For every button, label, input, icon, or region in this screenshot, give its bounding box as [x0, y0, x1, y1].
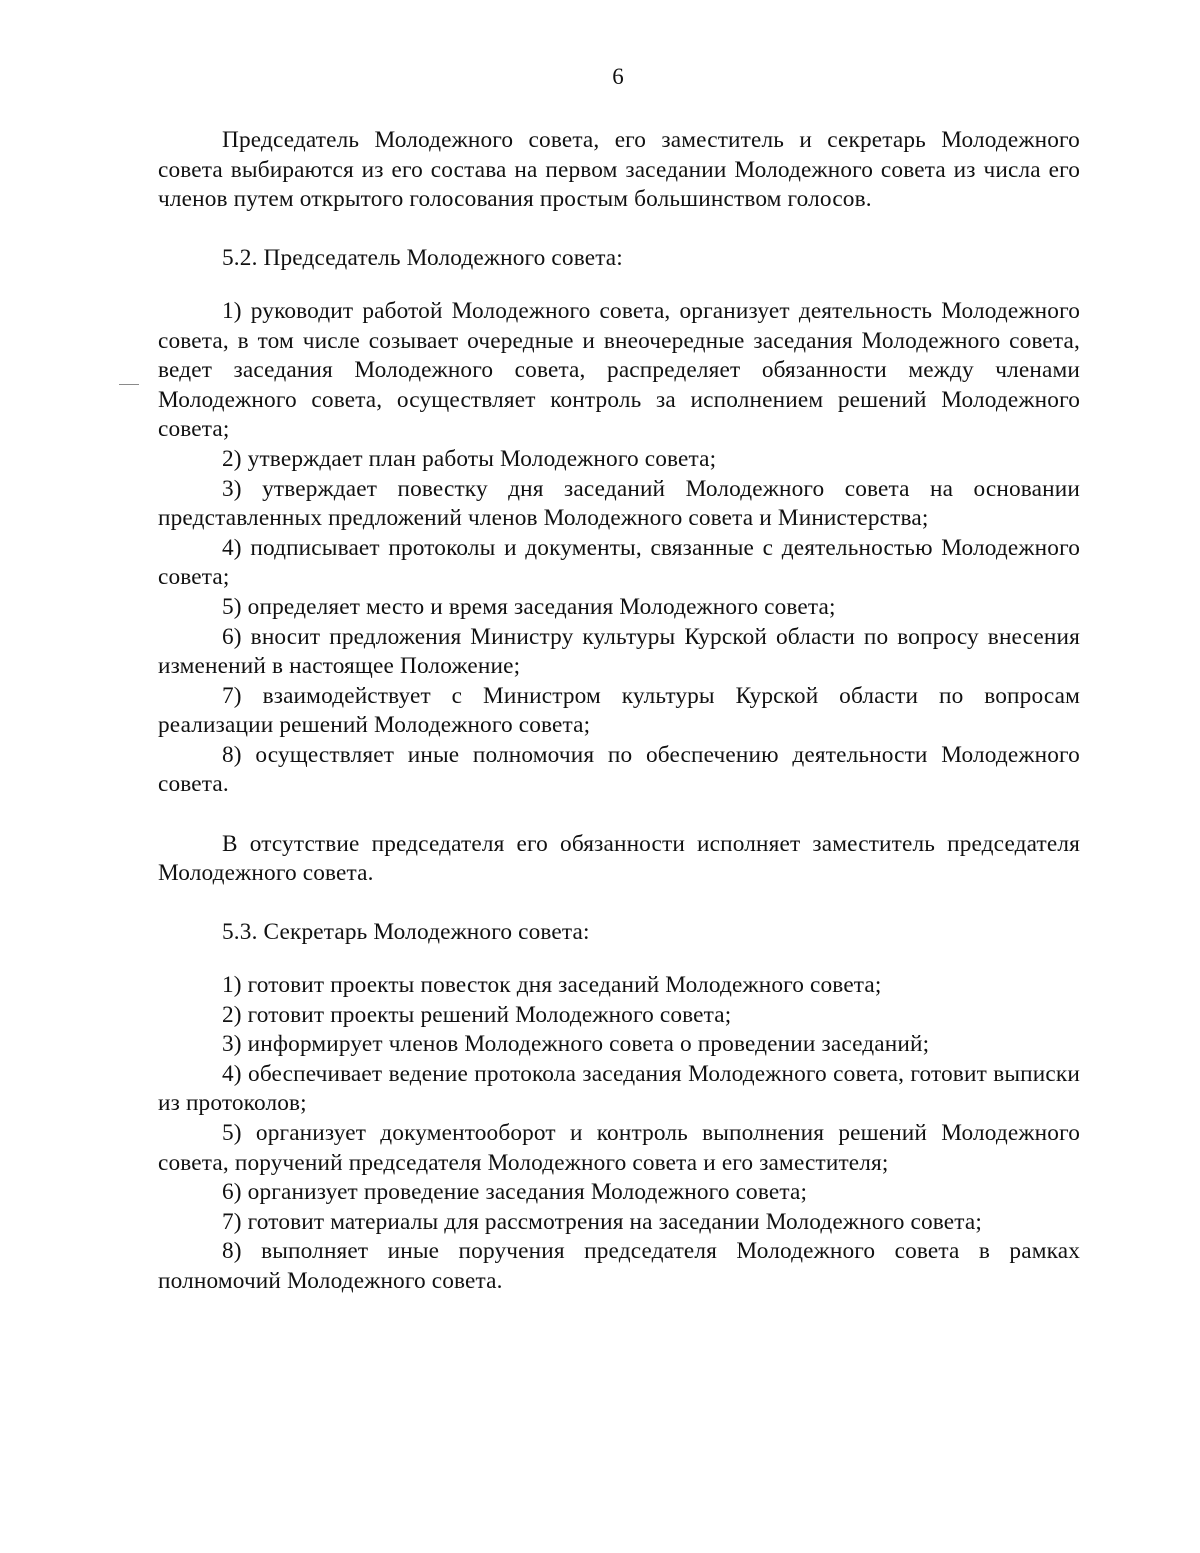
- list-item: 2) готовит проекты решений Молодежного совета;: [222, 1001, 732, 1028]
- paragraph-chair-election: Председатель Молодежного совета, его заместитель и секретарь Молодежного совета выбираются из его состава на первом заседании Молодежного совета из числа его членов путем открытого голосования простым большинством голосов.: [158, 127, 1080, 213]
- document-body: [158, 126, 1080, 1297]
- list-item: 6) организует проведение заседания Молодежного совета;: [222, 1179, 808, 1206]
- list-item: 1) готовит проекты повесток дня заседаний Молодежного совета;: [222, 972, 882, 999]
- section-5-3-list: [158, 971, 1080, 1297]
- section-5-2-list: [158, 297, 1080, 800]
- list-item: 5) организует документооборот и контроль выполнения решений Молодежного совета, поручений председателя Молодежного совета и его заместителя;: [158, 1120, 1080, 1176]
- list-item: 1) руководит работой Молодежного совета, организует деятельность Молодежного совета, в том числе созывает очередные и внеочередные заседания Молодежного совета, ведет заседания Молодежного совета, распределяет обязанности между членами Молодежного совета, осуществляет контроль за исполнением решений Молодежного совета;: [158, 297, 1080, 443]
- section-5-2-heading: 5.2. Председатель Молодежного совета:: [222, 245, 623, 272]
- list-item: 3) утверждает повестку дня заседаний Молодежного совета на основании представленных предложений членов Молодежного совета и Министерства;: [158, 475, 1080, 532]
- list-item: 4) подписывает протоколы и документы, связанные с деятельностью Молодежного совета;: [158, 534, 1080, 591]
- paragraph-absence-substitute: В отсутствие председателя его обязанности исполняет заместитель председателя Молодежного совета.: [158, 830, 1080, 887]
- list-item: 4) обеспечивает ведение протокола заседания Молодежного совета, готовит выписки из протоколов;: [158, 1060, 1080, 1117]
- list-item: 7) взаимодействует с Министром культуры Курской области по вопросам реализации решений Молодежного совета;: [158, 682, 1080, 739]
- list-item: 2) утверждает план работы Молодежного совета;: [222, 445, 717, 472]
- list-item: 7) готовит материалы для рассмотрения на заседании Молодежного совета;: [222, 1208, 983, 1235]
- list-item: 3) информирует членов Молодежного совета о проведении заседаний;: [222, 1031, 930, 1058]
- list-item: 8) выполняет иные поручения председателя Молодежного совета в рамках полномочий Молодежного совета.: [158, 1238, 1080, 1294]
- list-item: 5) определяет место и время заседания Молодежного совета;: [222, 593, 836, 620]
- section-5-3-heading: 5.3. Секретарь Молодежного совета:: [222, 919, 590, 946]
- scan-artifact-mark: [119, 384, 139, 385]
- list-item: 6) вносит предложения Министру культуры Курской области по вопросу внесения изменений в настоящее Положение;: [158, 623, 1080, 680]
- page-number: 6: [612, 64, 624, 89]
- list-item: 8) осуществляет иные полномочия по обеспечению деятельности Молодежного совета.: [158, 741, 1080, 798]
